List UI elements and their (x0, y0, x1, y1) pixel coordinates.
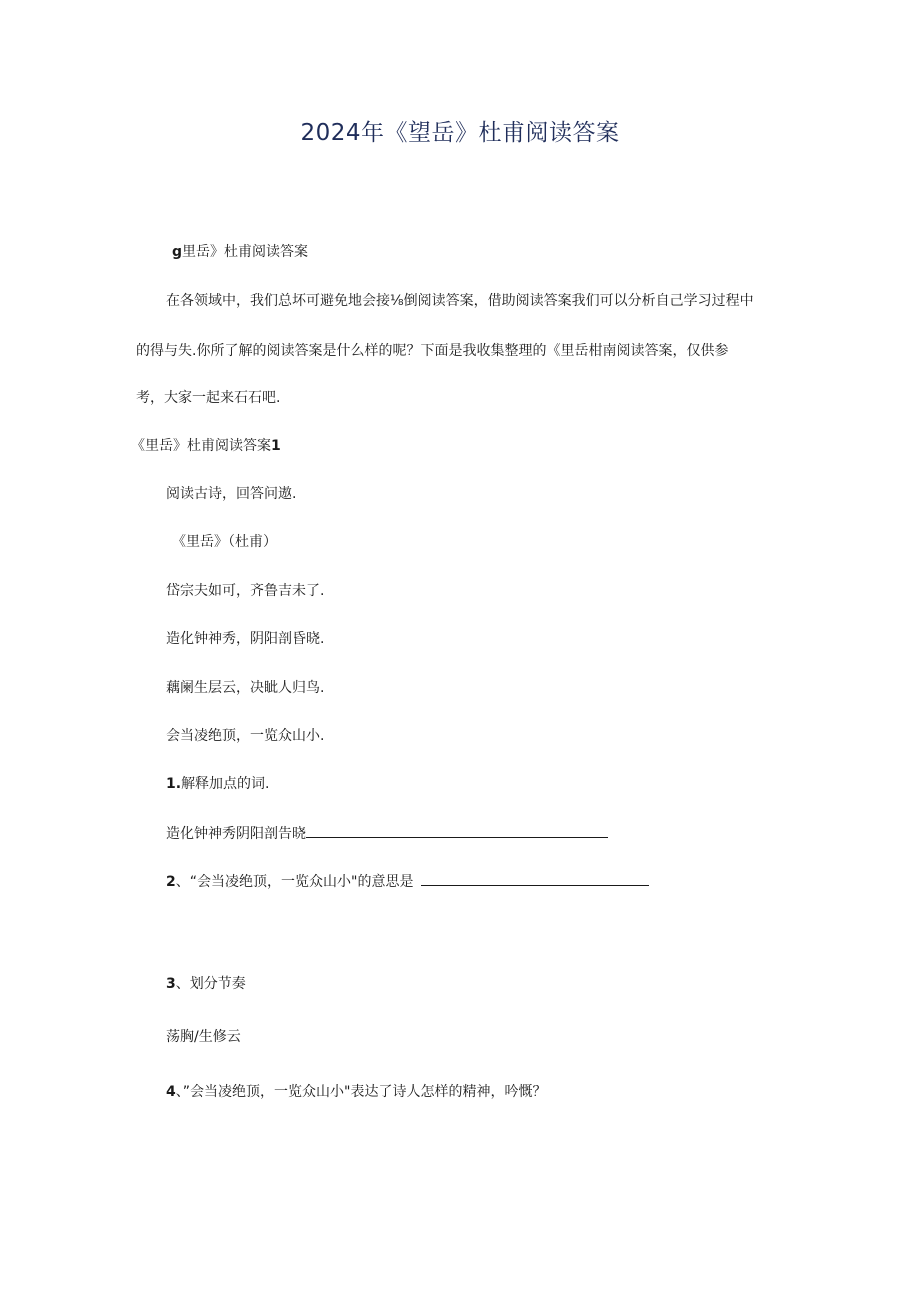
answer-blank-1[interactable] (306, 823, 608, 838)
poem-line-4: 会当凌绝顶，一览众山小. (166, 728, 325, 744)
question-1-number: 1. (166, 776, 182, 792)
question-3-text: 、划分节奏 (175, 976, 246, 992)
question-1-prompt (166, 823, 608, 844)
intro-line-1: 在各领域中，我们总坏可避免地会接⅛倒阅读答案，借助阅读答案我们可以分析自己学习过程中 (166, 293, 754, 309)
poem-line-1: 岱宗夫如可，齐鲁吉未了. (166, 583, 325, 599)
question-1-prompt-text: 造化钟神秀阴阳剖告晓 (166, 826, 306, 842)
question-2-text: 、“会当凌绝顶，一览众山小"的意思是 (175, 874, 414, 890)
subtitle-prefix: g (172, 244, 183, 260)
question-4-text: 、”会当凌绝顶，一览众山小"表达了诗人怎样的精神，吟慨？ (175, 1084, 547, 1100)
poem-line-3: 藕阑生层云，决眦人归鸟. (166, 680, 325, 696)
section-number: 1 (271, 438, 281, 454)
section-heading (131, 436, 281, 456)
question-2-number: 2 (166, 874, 176, 890)
instruction: 阅读古诗，回答问遨. (166, 486, 297, 502)
question-3-number: 3 (166, 976, 176, 992)
question-4 (166, 1082, 546, 1102)
poem-title: 《里岳》（杜甫） (172, 534, 277, 550)
section-heading-text: 《里岳》杜甫阅读答案 (131, 438, 271, 454)
subtitle (172, 242, 308, 262)
page-title: 2024年《望岳》杜甫阅读答案 (300, 120, 620, 146)
subtitle-text: 里岳》杜甫阅读答案 (182, 244, 309, 260)
question-3 (166, 974, 246, 994)
intro-line-2: 的得与失.你所了解的阅读答案是什么样的呢？下面是我收集整理的《里岳柑南阅读答案，仅供参 (136, 343, 729, 359)
question-3-example: 荡胸/生修云 (166, 1029, 241, 1045)
question-1 (166, 774, 270, 794)
question-4-number: 4 (166, 1084, 176, 1100)
question-1-text: 解释加点的词. (181, 776, 270, 792)
answer-blank-2[interactable] (421, 871, 649, 886)
intro-line-3: 考，大家一起来石石吧. (136, 390, 281, 406)
question-2 (166, 871, 649, 892)
poem-line-2: 造化钟神秀，阴阳剖昏晓. (166, 631, 325, 647)
